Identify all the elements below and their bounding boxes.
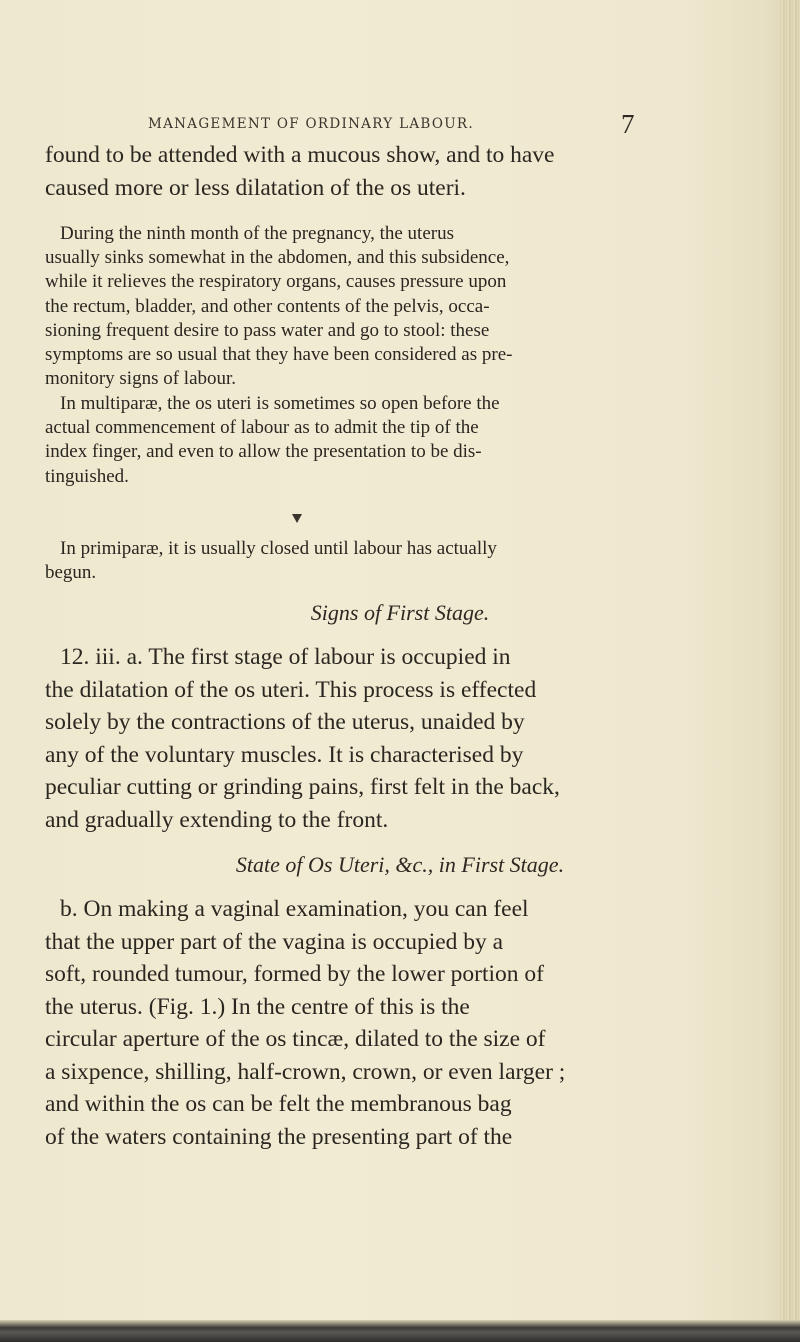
text-line: b. On making a vaginal examination, you can feel (60, 896, 529, 922)
text-line: circular aperture of the os tincæ, dilated to the size of (45, 1026, 546, 1052)
paragraph-6 (45, 893, 700, 1153)
text-line: usually sinks somewhat in the abdomen, and this subsidence, (45, 247, 510, 269)
text-line: caused more or less dilatation of the os uteri. (45, 174, 466, 201)
text-line: of the waters containing the presenting part of the (45, 1123, 513, 1150)
text-line: a sixpence, shilling, half-crown, crown, or even larger ; (45, 1058, 566, 1085)
paragraph-5 (45, 641, 700, 836)
text-line: peculiar cutting or grinding pains, first felt in the back, (45, 774, 560, 800)
text-line: During the ninth month of the pregnancy, the uterus (60, 223, 454, 244)
text-line: that the upper part of the vagina is occupied by a (45, 928, 504, 955)
text-line: the uterus. (Fig. 1.) In the centre of this is the (45, 993, 470, 1020)
text-line: In multiparæ, the os uteri is sometimes so open before the (60, 393, 500, 414)
text-line: any of the voluntary muscles. It is characterised by (45, 741, 524, 768)
text-line: monitory signs of labour. (45, 368, 237, 390)
page-number: 7 (621, 109, 635, 139)
paragraph-1 (45, 139, 685, 204)
binding-gutter (780, 0, 800, 1342)
text-line: the rectum, bladder, and other contents of the pelvis, occa- (45, 295, 490, 317)
paragraph-3 (45, 392, 700, 489)
text-line: sioning frequent desire to pass water and go to stool: these (45, 319, 490, 341)
section-heading-os-uteri: State of Os Uteri, &c., in First Stage. (235, 852, 565, 877)
printer-mark (292, 514, 302, 523)
page-bottom-edge (0, 1320, 800, 1342)
text-line: index finger, and even to allow the presentation to be dis- (45, 441, 482, 463)
text-line: and gradually extending to the front. (45, 806, 389, 833)
paragraph-2 (45, 222, 700, 391)
running-title: MANAGEMENT OF ORDINARY LABOUR. (148, 116, 474, 132)
text-line: actual commencement of labour as to admit the tip of the (45, 417, 479, 439)
text-line: the dilatation of the os uteri. This process is effected (45, 676, 537, 703)
paragraph-4 (45, 537, 700, 585)
text-line: found to be attended with a mucous show, and to have (45, 142, 555, 168)
text-line: and within the os can be felt the membranous bag (45, 1091, 512, 1117)
text-line: while it relieves the respiratory organs, causes pressure upon (45, 271, 507, 293)
running-head (0, 109, 800, 139)
text-line: In primiparæ, it is usually closed until labour has actually (60, 538, 497, 559)
text-line: solely by the contractions of the uterus, unaided by (45, 709, 525, 735)
section-heading-signs: Signs of First Stage. (310, 600, 490, 625)
text-line: tinguished. (45, 465, 129, 487)
text-line: begun. (45, 562, 97, 584)
text-line: soft, rounded tumour, formed by the lower portion of (45, 961, 544, 987)
text-line: 12. iii. a. The first stage of labour is occupied in (60, 644, 511, 670)
text-line: symptoms are so usual that they have been considered as pre- (45, 344, 513, 366)
